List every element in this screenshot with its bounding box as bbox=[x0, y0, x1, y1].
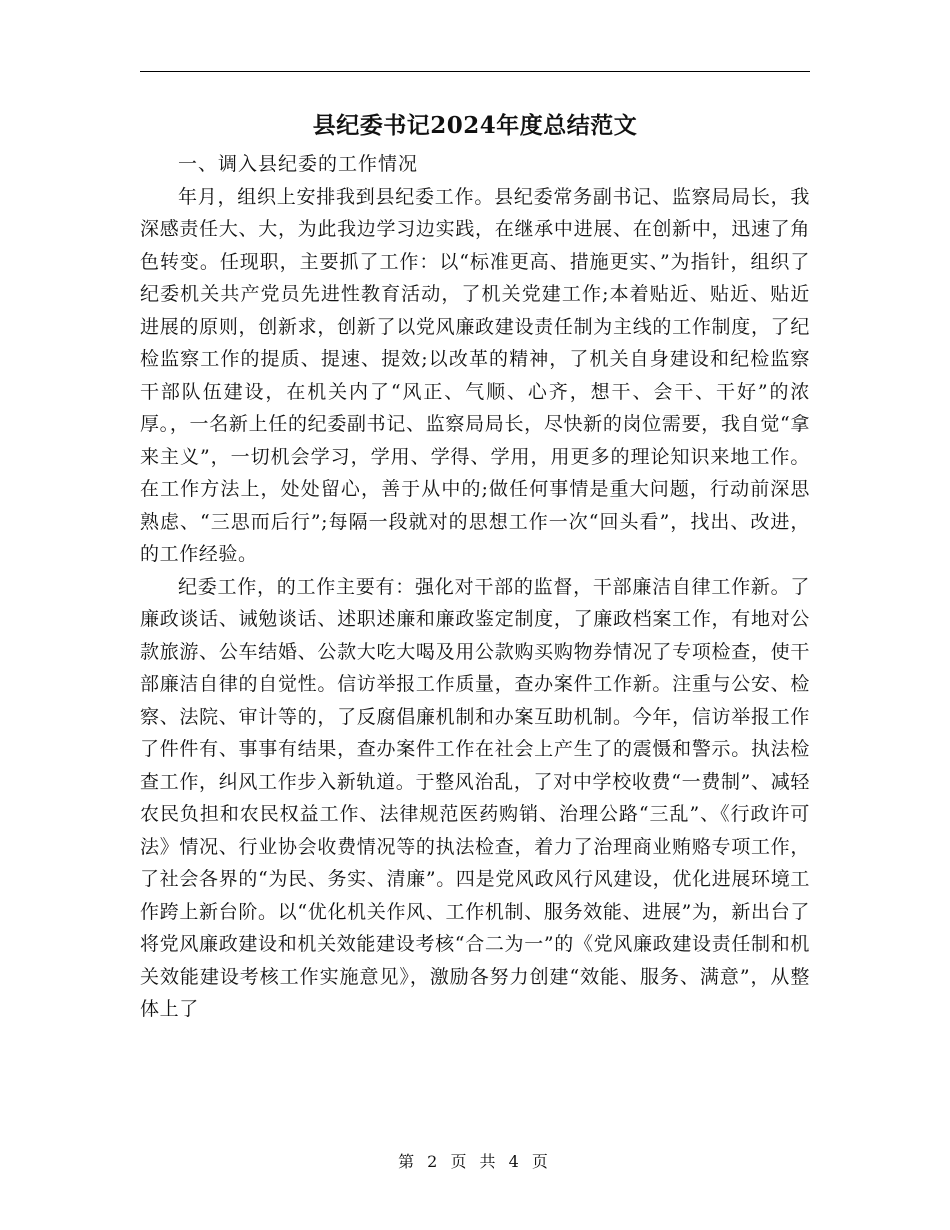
page-number-footer: 第 2 页 共 4 页 bbox=[398, 1152, 552, 1171]
document-body bbox=[140, 148, 810, 1026]
header-rule bbox=[140, 71, 810, 72]
section-heading: 一、调入县纪委的工作情况 bbox=[178, 153, 419, 175]
paragraph-1: 年月，组织上安排我到县纪委工作。县纪委常务副书记、监察局局长，我深感责任大、大，为此我边学习边实践，在继承中进展、在创新中，迅速了角色转变。任现职，主要抓了工作：以“标准更高、措施更实、”为指针，组织了纪委机关共产党员先进性教育活动，了机关党建工作;本着贴近、贴近、贴近进展的原则，创新求，创新了以党风廉政建设责任制为主线的工作制度，了纪检监察工作的提质、提速、提效;以改革的精神，了机关自身建设和纪检监察干部队伍建设，在机关内了“风正、气顺、心齐，想干、会干、干好”的浓厚。，一名新上任的纪委副书记、监察局局长，尽快新的岗位需要，我自觉“拿来主义”，一切机会学习，学用、学得、学用，用更多的理论知识来地工作。在工作方法上，处处留心，善于从中的;做任何事情是重大问题，行动前深思熟虑、“三思而后行”;每隔一段就对的思想工作一次“回头看”，找出、改进，的工作经验。 bbox=[140, 185, 810, 565]
paragraph-2: 纪委工作，的工作主要有：强化对干部的监督，干部廉洁自律工作新。了廉政谈话、诫勉谈话、述职述廉和廉政鉴定制度，了廉政档案工作，有地对公款旅游、公车结婚、公款大吃大喝及用公款购买购物券情况了专项检查，使干部廉洁自律的自觉性。信访举报工作质量，查办案件工作新。注重与公安、检察、法院、审计等的，了反腐倡廉机制和办案互助机制。今年，信访举报工作了件件有、事事有结果，查办案件工作在社会上产生了的震慑和警示。执法检查工作，纠风工作步入新轨道。于整风治乱，了对中学校收费“一费制”、减轻农民负担和农民权益工作、法律规范医药购销、治理公路“三乱”、《行政许可法》情况、行业协会收费情况等的执法检查，着力了治理商业贿赂专项工作，了社会各界的“为民、务实、清廉”。四是党风政风行风建设，优化进展环境工作跨上新台阶。以“优化机关作风、工作机制、服务效能、进展”为，新出台了将党风廉政建设和机关效能建设考核“合二为一”的《党风廉政建设责任制和机关效能建设考核工作实施意见》，激励各努力创建“效能、服务、满意”，从整体上了 bbox=[140, 575, 810, 1020]
document-title: 县纪委书记2024年度总结范文 bbox=[312, 112, 638, 139]
